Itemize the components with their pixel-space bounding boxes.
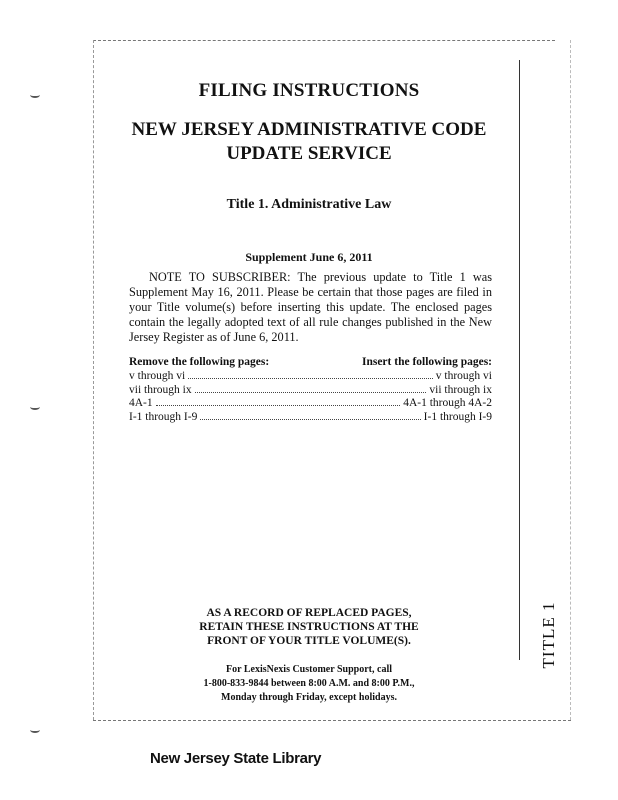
table-row (129, 397, 492, 411)
dot-leader (200, 419, 420, 420)
support-line2: 1-800-833-9844 between 8:00 A.M. and 8:00 P.M., (203, 678, 415, 689)
insert-pages: v through vi (435, 370, 492, 382)
remove-header: Remove the following pages: (129, 356, 270, 368)
document-title: FILING INSTRUCTIONS (198, 80, 420, 101)
insert-pages: vii through ix (429, 383, 492, 396)
record-line3: FRONT OF YOUR TITLE VOLUME(S). (207, 635, 411, 647)
remove-pages: 4A-1 (129, 397, 153, 409)
punch-hole-mark (30, 727, 40, 733)
support-line1: For LexisNexis Customer Support, call (225, 664, 392, 675)
punch-hole-mark (30, 404, 40, 410)
title-subject: Title 1. Administrative Law (226, 197, 392, 212)
dot-leader (188, 378, 433, 379)
record-line2: RETAIN THESE INSTRUCTIONS AT THE (199, 621, 419, 633)
code-title (0, 118, 618, 166)
record-instructions (0, 606, 618, 648)
code-title-line1: NEW JERSEY ADMINISTRATIVE CODE (131, 119, 487, 140)
supplement-date: Supplement June 6, 2011 (245, 250, 373, 264)
top-rule (93, 40, 555, 41)
side-tab (527, 595, 571, 675)
code-title-line2: UPDATE SERVICE (226, 143, 392, 164)
bottom-rule (93, 720, 571, 721)
table-row (129, 411, 492, 425)
remove-pages: vii through ix (129, 383, 192, 396)
table-row (129, 370, 492, 384)
dot-leader (156, 405, 401, 406)
record-line1: AS A RECORD OF REPLACED PAGES, (206, 607, 412, 619)
insert-pages: I-1 through I-9 (423, 410, 492, 423)
side-tab-label: TITLE 1 (539, 601, 558, 669)
library-stamp: New Jersey State Library (150, 750, 322, 767)
dot-leader (195, 392, 427, 393)
remove-pages: I-1 through I-9 (129, 410, 198, 423)
support-line3: Monday through Friday, except holidays. (221, 692, 397, 703)
insert-pages: 4A-1 through 4A-2 (403, 397, 492, 409)
insert-header: Insert the following pages: (361, 356, 492, 368)
remove-pages: v through vi (129, 370, 186, 382)
customer-support (0, 663, 618, 705)
pages-table (129, 370, 492, 424)
table-row (129, 384, 492, 398)
note-to-subscriber: NOTE TO SUBSCRIBER: The previous update to Title 1 was Supplement May 16, 2011. Please be certain that those pages are filed in your Title volume(s) before inserting this update. The enclosed pages contain the legally adopted text of all rule changes published in the New Jersey Register as of June 6, 2011. (129, 270, 492, 344)
pages-table-header (129, 356, 492, 368)
